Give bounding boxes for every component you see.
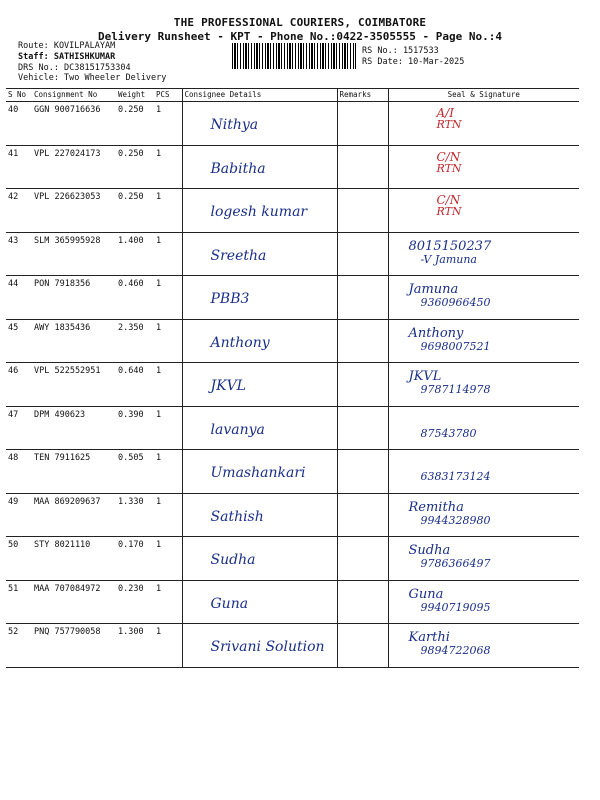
row-sno: 51 <box>6 580 32 624</box>
table-row <box>6 493 579 537</box>
signature-handwriting: Anthony <box>408 325 464 341</box>
consignee-handwriting: Sathish <box>210 508 264 525</box>
row-consignment-no: MAA 869209637 <box>32 493 116 537</box>
row-sno: 50 <box>6 537 32 581</box>
consignee-handwriting: Sudha <box>210 552 256 568</box>
table-row <box>6 450 579 494</box>
row-pcs: 1 <box>154 145 182 189</box>
row-pcs: 1 <box>154 189 182 233</box>
table-row <box>6 319 579 363</box>
route-label: Route: KOVILPALAYAM <box>18 41 116 51</box>
row-seal-signature <box>388 102 579 146</box>
signature-phone: 9698007521 <box>420 339 491 353</box>
signature-handwriting: JKVL <box>408 369 442 384</box>
row-sno: 43 <box>6 232 32 276</box>
signature-handwriting: Guna <box>408 586 444 602</box>
signature-handwriting: 8015150237 <box>408 238 492 254</box>
row-sno: 45 <box>6 319 32 363</box>
drs-number: DRS No.: DC38151753304 <box>18 63 131 73</box>
table-row <box>6 363 579 407</box>
row-weight: 0.230 <box>116 580 154 624</box>
row-consignment-no: DPM 490623 <box>32 406 116 450</box>
row-seal-signature <box>388 363 579 407</box>
signature-phone: 6383173124 <box>420 470 491 483</box>
signature-phone: 9787114978 <box>420 383 491 396</box>
row-consignee-details <box>182 580 337 624</box>
consignee-handwriting: JKVL <box>210 378 246 394</box>
row-sno: 48 <box>6 450 32 494</box>
row-remarks <box>337 493 388 537</box>
document-title: THE PROFESSIONAL COURIERS, COIMBATORE <box>173 16 427 29</box>
row-pcs: 1 <box>154 319 182 363</box>
row-seal-signature <box>388 319 579 363</box>
consignee-handwriting: Srivani Solution <box>210 639 325 655</box>
row-weight: 0.250 <box>116 145 154 189</box>
col-weight: Weight <box>116 89 154 102</box>
col-consignee: Consignee Details <box>182 89 337 102</box>
row-pcs: 1 <box>154 580 182 624</box>
row-remarks <box>337 363 388 407</box>
row-pcs: 1 <box>154 276 182 320</box>
row-consignee-details <box>182 363 337 407</box>
signature-phone: 9894722068 <box>420 644 491 657</box>
row-remarks <box>337 319 388 363</box>
col-sno: S No <box>6 89 32 102</box>
signature-phone: -V Jamuna <box>420 252 477 266</box>
row-consignment-no: STY 8021110 <box>32 537 116 581</box>
row-consignment-no: SLM 365995928 <box>32 232 116 276</box>
row-remarks <box>337 276 388 320</box>
table-row <box>6 624 579 668</box>
row-weight: 0.640 <box>116 363 154 407</box>
row-pcs: 1 <box>154 232 182 276</box>
row-consignee-details <box>182 102 337 146</box>
row-consignee-details <box>182 145 337 189</box>
seal-mark: A/I <box>436 106 454 120</box>
row-remarks <box>337 232 388 276</box>
row-consignee-details <box>182 406 337 450</box>
staff-label: Staff: SATHISHKUMAR <box>18 52 116 62</box>
seal-mark: C/N <box>436 149 461 164</box>
consignee-handwriting: Nithya <box>210 117 259 133</box>
row-pcs: 1 <box>154 537 182 581</box>
seal-mark-rtn: RTN <box>436 205 462 218</box>
col-pcs: PCS <box>154 89 182 102</box>
consignee-handwriting: lavanya <box>210 421 265 438</box>
row-remarks <box>337 406 388 450</box>
row-weight: 1.400 <box>116 232 154 276</box>
row-weight: 0.170 <box>116 537 154 581</box>
row-consignment-no: PON 7918356 <box>32 276 116 320</box>
row-pcs: 1 <box>154 363 182 407</box>
row-pcs: 1 <box>154 624 182 668</box>
table-row <box>6 145 579 189</box>
signature-phone: 9940719095 <box>420 600 491 614</box>
table-row <box>6 406 579 450</box>
row-remarks <box>337 102 388 146</box>
barcode <box>232 43 356 69</box>
row-remarks <box>337 450 388 494</box>
table-row <box>6 232 579 276</box>
row-sno: 44 <box>6 276 32 320</box>
row-seal-signature <box>388 450 579 494</box>
row-remarks <box>337 537 388 581</box>
signature-handwriting: Jamuna <box>408 282 459 297</box>
consignee-handwriting: Babitha <box>210 160 266 177</box>
row-consignment-no: VPL 522552951 <box>32 363 116 407</box>
table-row <box>6 102 579 146</box>
table-row <box>6 276 579 320</box>
col-consignment: Consignment No <box>32 89 116 102</box>
table-row <box>6 537 579 581</box>
signature-phone: 9786366497 <box>420 557 491 570</box>
table-header-row <box>6 89 579 102</box>
consignee-handwriting: logesh kumar <box>210 204 308 220</box>
row-consignee-details <box>182 232 337 276</box>
row-seal-signature <box>388 189 579 233</box>
row-consignee-details <box>182 189 337 233</box>
col-remarks: Remarks <box>337 89 388 102</box>
row-sno: 40 <box>6 102 32 146</box>
row-sno: 42 <box>6 189 32 233</box>
consignee-handwriting: Sreetha <box>210 247 267 264</box>
table-row <box>6 189 579 233</box>
row-weight: 2.350 <box>116 319 154 363</box>
row-pcs: 1 <box>154 493 182 537</box>
row-consignment-no: VPL 226623053 <box>32 189 116 233</box>
runsheet-table <box>6 88 579 668</box>
row-weight: 0.250 <box>116 189 154 233</box>
consignee-handwriting: Anthony <box>210 334 270 351</box>
row-consignment-no: MAA 707084972 <box>32 580 116 624</box>
row-consignee-details <box>182 537 337 581</box>
row-consignment-no: PNQ 757790058 <box>32 624 116 668</box>
row-consignment-no: TEN 7911625 <box>32 450 116 494</box>
row-consignee-details <box>182 276 337 320</box>
seal-mark: C/N <box>436 193 461 207</box>
document-subtitle: Delivery Runsheet - KPT - Phone No.:0422-3505555 - Page No.:4 <box>98 30 502 43</box>
row-seal-signature <box>388 624 579 668</box>
rs-number: RS No.: 1517533 <box>362 46 439 56</box>
consignee-handwriting: Umashankari <box>210 465 306 481</box>
row-weight: 0.505 <box>116 450 154 494</box>
row-seal-signature <box>388 276 579 320</box>
row-seal-signature <box>388 406 579 450</box>
vehicle-label: Vehicle: Two Wheeler Delivery <box>18 73 167 83</box>
row-seal-signature <box>388 580 579 624</box>
row-consignee-details <box>182 450 337 494</box>
row-sno: 47 <box>6 406 32 450</box>
table-row <box>6 580 579 624</box>
row-sno: 41 <box>6 145 32 189</box>
row-seal-signature <box>388 537 579 581</box>
row-sno: 49 <box>6 493 32 537</box>
row-consignment-no: AWY 1835436 <box>32 319 116 363</box>
seal-mark-rtn: RTN <box>436 161 462 175</box>
row-remarks <box>337 189 388 233</box>
signature-phone: 9944328980 <box>420 513 491 527</box>
row-seal-signature <box>388 232 579 276</box>
row-consignee-details <box>182 624 337 668</box>
row-sno: 52 <box>6 624 32 668</box>
signature-handwriting: Remitha <box>408 499 464 515</box>
row-remarks <box>337 145 388 189</box>
row-weight: 1.330 <box>116 493 154 537</box>
row-pcs: 1 <box>154 450 182 494</box>
row-weight: 1.300 <box>116 624 154 668</box>
row-weight: 0.250 <box>116 102 154 146</box>
row-seal-signature <box>388 493 579 537</box>
signature-phone: 9360966450 <box>420 296 491 309</box>
row-sno: 46 <box>6 363 32 407</box>
row-pcs: 1 <box>154 102 182 146</box>
row-consignee-details <box>182 319 337 363</box>
row-remarks <box>337 580 388 624</box>
row-weight: 0.460 <box>116 276 154 320</box>
row-remarks <box>337 624 388 668</box>
row-consignment-no: VPL 227024173 <box>32 145 116 189</box>
row-weight: 0.390 <box>116 406 154 450</box>
row-consignee-details <box>182 493 337 537</box>
signature-handwriting: Sudha <box>408 543 451 558</box>
col-seal-signature: Seal & Signature <box>388 89 579 102</box>
signature-phone: 87543780 <box>420 426 477 440</box>
row-consignment-no: GGN 900716636 <box>32 102 116 146</box>
consignee-handwriting: PBB3 <box>210 291 250 307</box>
consignee-handwriting: Guna <box>210 595 249 612</box>
row-seal-signature <box>388 145 579 189</box>
signature-handwriting: Karthi <box>408 630 450 645</box>
seal-mark-rtn: RTN <box>436 118 462 131</box>
row-pcs: 1 <box>154 406 182 450</box>
rs-date: RS Date: 10-Mar-2025 <box>362 57 465 67</box>
